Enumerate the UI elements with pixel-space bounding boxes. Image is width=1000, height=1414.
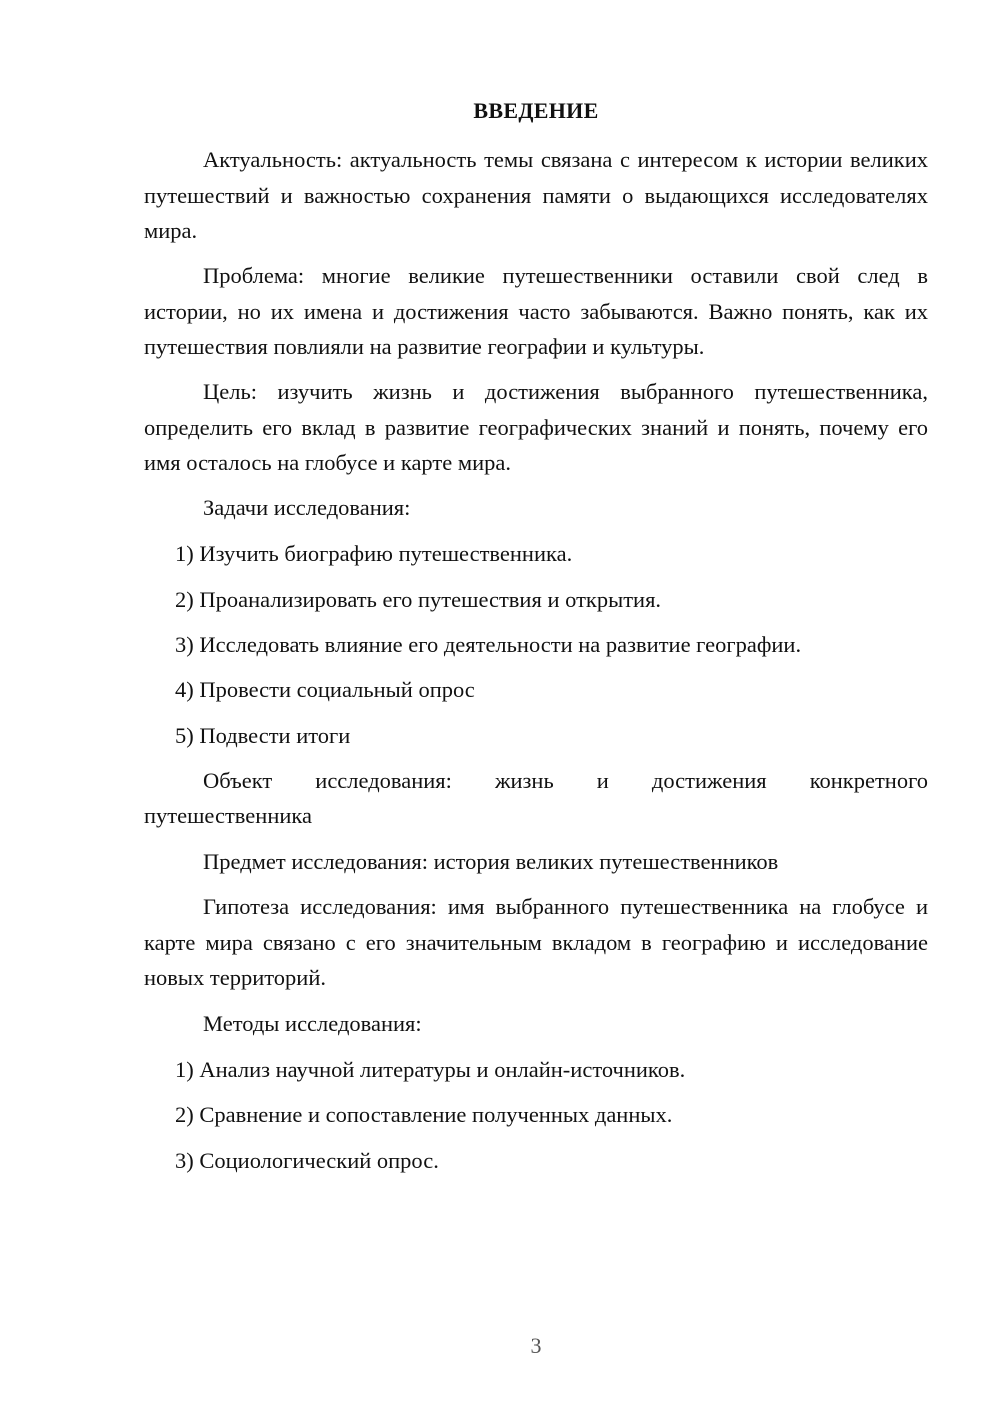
tasks-heading: Задачи исследования: [203,495,411,520]
subject-paragraph: Предмет исследования: история великих путешественников [203,849,779,874]
object-line-1: Объект исследования: жизнь и достижения конкретного [203,768,928,793]
goal-paragraph: Цель: изучить жизнь и достижения выбранного путешественника, определить его вклад в развитие географических знаний и понять, почему его имя осталось на глобусе и карте мира. [144,379,928,475]
methods-heading: Методы исследования: [203,1011,422,1036]
section-title: ВВЕДЕНИЕ [473,98,599,123]
task-item: 5) Подвести итоги [175,723,351,748]
task-item: 4) Провести социальный опрос [175,677,475,702]
relevance-paragraph: Актуальность: актуальность темы связана с интересом к истории великих путешествий и важностью сохранения памяти о выдающихся исследователях мира. [144,147,928,243]
page-number: 3 [530,1333,542,1358]
object-line-2: путешественника [144,803,312,828]
hypothesis-paragraph: Гипотеза исследования: имя выбранного путешественника на глобусе и карте мира связано с его значительным вкладом в географию и исследование новых территорий. [144,894,928,990]
method-item: 3) Социологический опрос. [175,1148,439,1173]
task-item: 1) Изучить биографию путешественника. [175,541,573,566]
task-item: 2) Проанализировать его путешествия и открытия. [175,587,662,612]
method-item: 2) Сравнение и сопоставление полученных данных. [175,1102,673,1127]
task-item: 3) Исследовать влияние его деятельности на развитие географии. [175,632,802,657]
method-item: 1) Анализ научной литературы и онлайн-источников. [175,1057,686,1082]
problem-paragraph: Проблема: многие великие путешественники оставили свой след в истории, но их имена и достижения часто забываются. Важно понять, как их путешествия повлияли на развитие географии и культуры. [144,263,928,359]
